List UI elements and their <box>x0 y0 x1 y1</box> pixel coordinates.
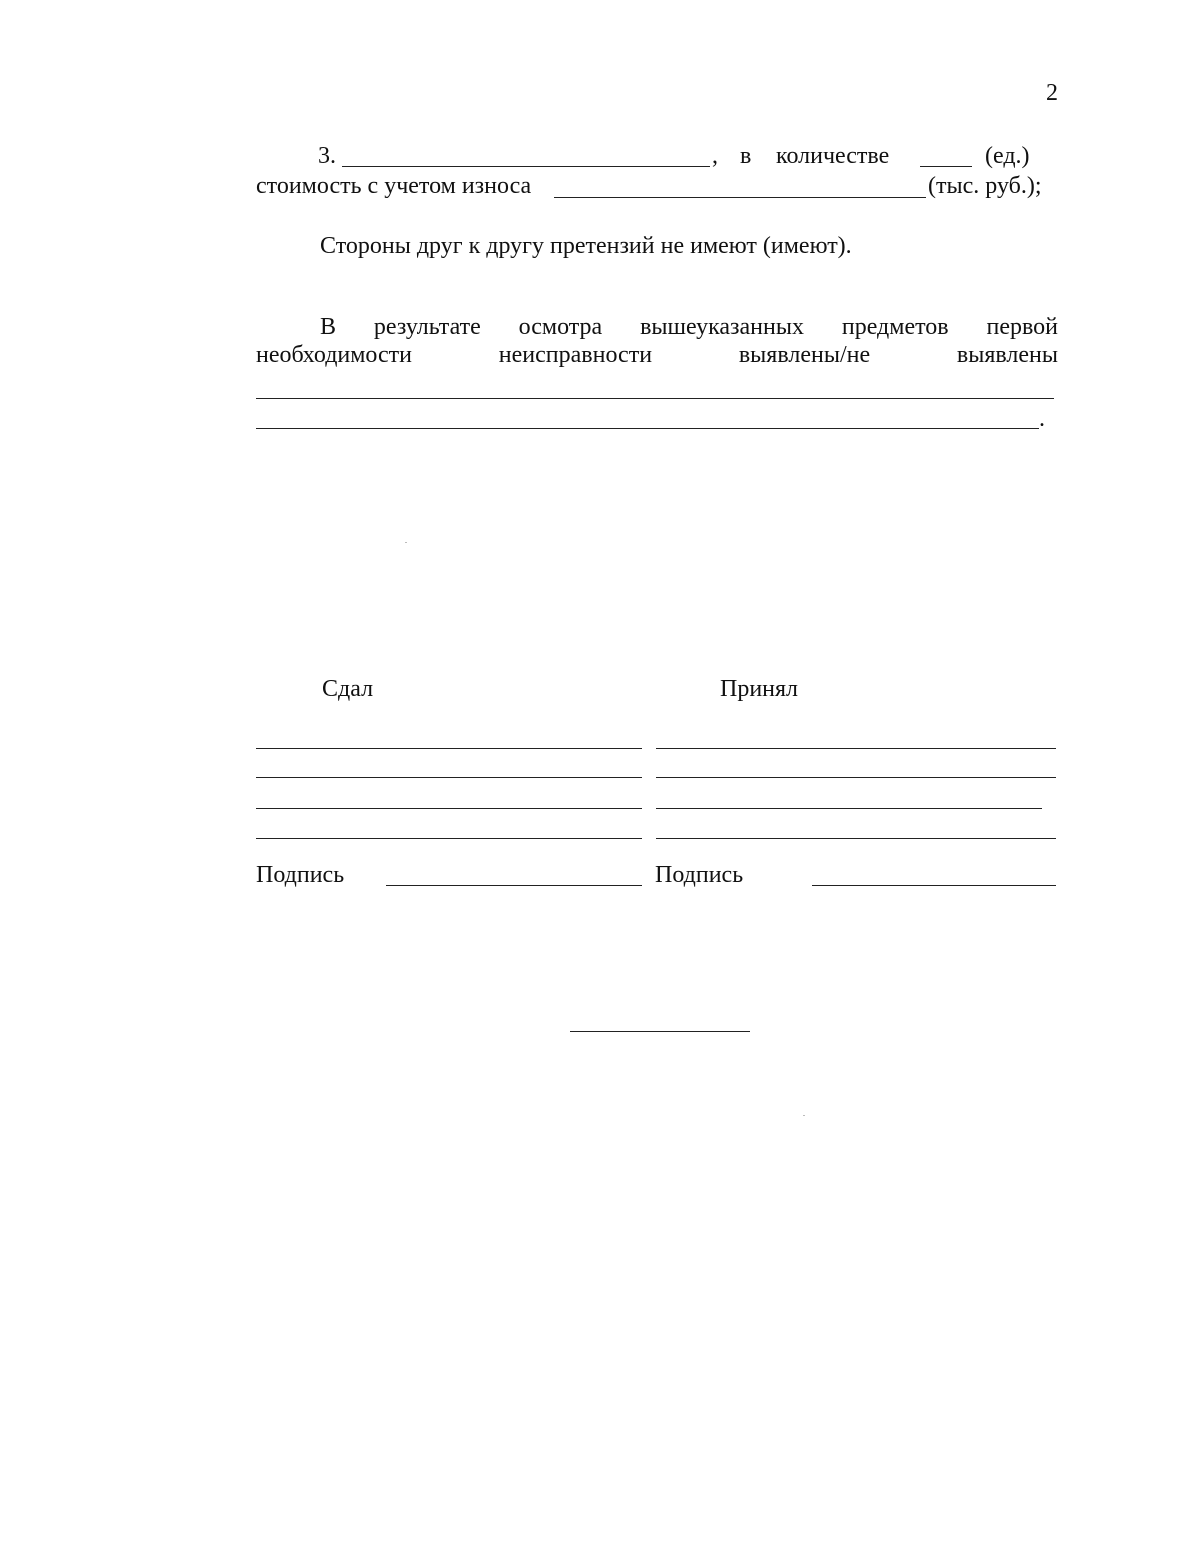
inspection-blank-2[interactable] <box>256 428 1039 429</box>
accepted-blank-1[interactable] <box>656 748 1056 749</box>
item3-comma: , <box>712 143 718 169</box>
inspection-line-1 <box>256 313 1058 341</box>
cost-blank[interactable] <box>554 197 926 198</box>
accepted-blank-3[interactable] <box>656 808 1042 809</box>
handed-over-blank-4[interactable] <box>256 838 642 839</box>
claims-statement: Стороны друг к другу претензий не имеют (имеют). <box>320 233 852 259</box>
quantity-blank[interactable] <box>920 166 972 167</box>
item3-unit: (ед.) <box>985 143 1030 169</box>
inspection-word: предметов <box>841 314 949 340</box>
item3-in-word: в <box>740 143 752 169</box>
handed-over-blank-1[interactable] <box>256 748 642 749</box>
inspection-word: В <box>320 314 337 340</box>
item3-quantity-label: количестве <box>776 143 890 169</box>
right-signature-label: Подпись <box>655 862 744 888</box>
inspection-word: выявлены <box>956 342 1058 368</box>
item3-number: 3. <box>318 143 336 169</box>
handed-over-blank-3[interactable] <box>256 808 642 809</box>
page-number: 2 <box>1046 80 1058 106</box>
inspection-period: . <box>1039 406 1045 432</box>
inspection-word: осмотра <box>518 314 603 340</box>
end-of-document-rule <box>570 1031 750 1032</box>
accepted-label: Принял <box>720 676 799 702</box>
item-name-blank[interactable] <box>342 166 710 167</box>
left-signature-label: Подпись <box>256 862 345 888</box>
scan-speck <box>803 1115 805 1116</box>
inspection-line-2 <box>256 341 1058 369</box>
accepted-blank-4[interactable] <box>656 838 1056 839</box>
inspection-word: выявлены/не <box>738 342 871 368</box>
inspection-word: необходимости <box>256 342 413 368</box>
item3-currency: (тыс. руб.); <box>928 173 1042 199</box>
handed-over-label: Сдал <box>322 676 374 702</box>
inspection-blank-1[interactable] <box>256 398 1054 399</box>
accepted-blank-2[interactable] <box>656 777 1056 778</box>
right-signature-blank[interactable] <box>812 885 1056 886</box>
inspection-word: первой <box>986 314 1058 340</box>
inspection-word: неисправности <box>498 342 653 368</box>
inspection-word: вышеуказанных <box>640 314 804 340</box>
left-signature-blank[interactable] <box>386 885 642 886</box>
scan-speck <box>405 542 407 543</box>
handed-over-blank-2[interactable] <box>256 777 642 778</box>
inspection-word: результате <box>373 314 481 340</box>
item3-cost-label: стоимость с учетом износа <box>256 173 532 199</box>
